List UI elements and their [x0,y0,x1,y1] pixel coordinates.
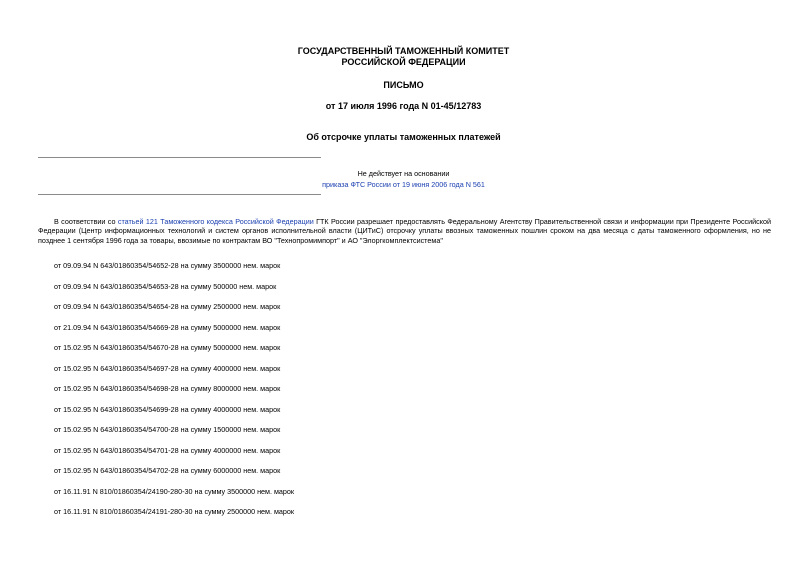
contract-item: от 21.09.94 N 643/01860354/54669-28 на сумму 5000000 нем. марок [54,322,281,332]
contract-item: от 15.02.95 N 643/01860354/54670-28 на сумму 5000000 нем. марок [54,343,281,352]
contract-item: от 15.02.95 N 643/01860354/54698-28 на сумму 8000000 нем. марок [54,384,281,393]
contract-item: от 16.11.91 N 810/01860354/24190-280-30 на сумму 3500000 нем. марок [54,486,295,496]
repeal-order-link[interactable]: приказа ФТС России от 19 июня 2006 года N 561 [322,180,485,189]
contract-item: от 16.11.91 N 810/01860354/24191-280-30 на сумму 2500000 нем. марок [54,507,295,516]
document-type: ПИСЬМО [383,80,424,90]
bottom-divider [38,194,321,195]
paragraph-prefix: В соответствии со [54,217,118,226]
customs-code-article-link[interactable]: статьей 121 Таможенного кодекса Российской Федерации [117,217,314,226]
paragraph-text: ГТК России разрешает предоставлять Федеральному Агентству Правительственной связи и информации при Президенте Российской Федерации (Центр информационных технологий и систем органов исполнительной власти (ЦИТиС) отсрочку уплаты ввозных таможенных пошлин сроком на два месяца с даты таможенного оформления, но не позднее 1 сентября 1996 года за товары, ввозимые по контрактам ВО "Технопромимпорт" и АО "Элоргкомплектсистема" [38,217,772,245]
contract-item: от 09.09.94 N 643/01860354/54653-28 на сумму 500000 нем. марок [54,281,277,291]
contract-item: от 09.09.94 N 643/01860354/54654-28 на сумму 2500000 нем. марок [54,302,281,311]
top-divider [38,157,321,158]
issuer-subtitle: РОССИЙСКОЙ ФЕДЕРАЦИИ [341,57,466,67]
contract-item: от 15.02.95 N 643/01860354/54699-28 на сумму 4000000 нем. марок [54,404,281,414]
document-subject: Об отсрочке уплаты таможенных платежей [306,132,501,142]
contract-item: от 15.02.95 N 643/01860354/54700-28 на сумму 1500000 нем. марок [54,425,281,434]
main-paragraph [38,217,771,245]
document-date-number: от 17 июля 1996 года N 01-45/12783 [325,101,482,111]
status-note: Не действует на основании [357,169,450,178]
contract-item: от 15.02.95 N 643/01860354/54697-28 на сумму 4000000 нем. марок [54,363,281,373]
issuer-title: ГОСУДАРСТВЕННЫЙ ТАМОЖЕННЫЙ КОМИТЕТ [297,46,510,56]
contract-item: от 15.02.95 N 643/01860354/54701-28 на сумму 4000000 нем. марок [54,445,281,455]
contract-item: от 15.02.95 N 643/01860354/54702-28 на сумму 6000000 нем. марок [54,466,281,475]
contract-item: от 09.09.94 N 643/01860354/54652-28 на сумму 3500000 нем. марок [54,261,281,270]
